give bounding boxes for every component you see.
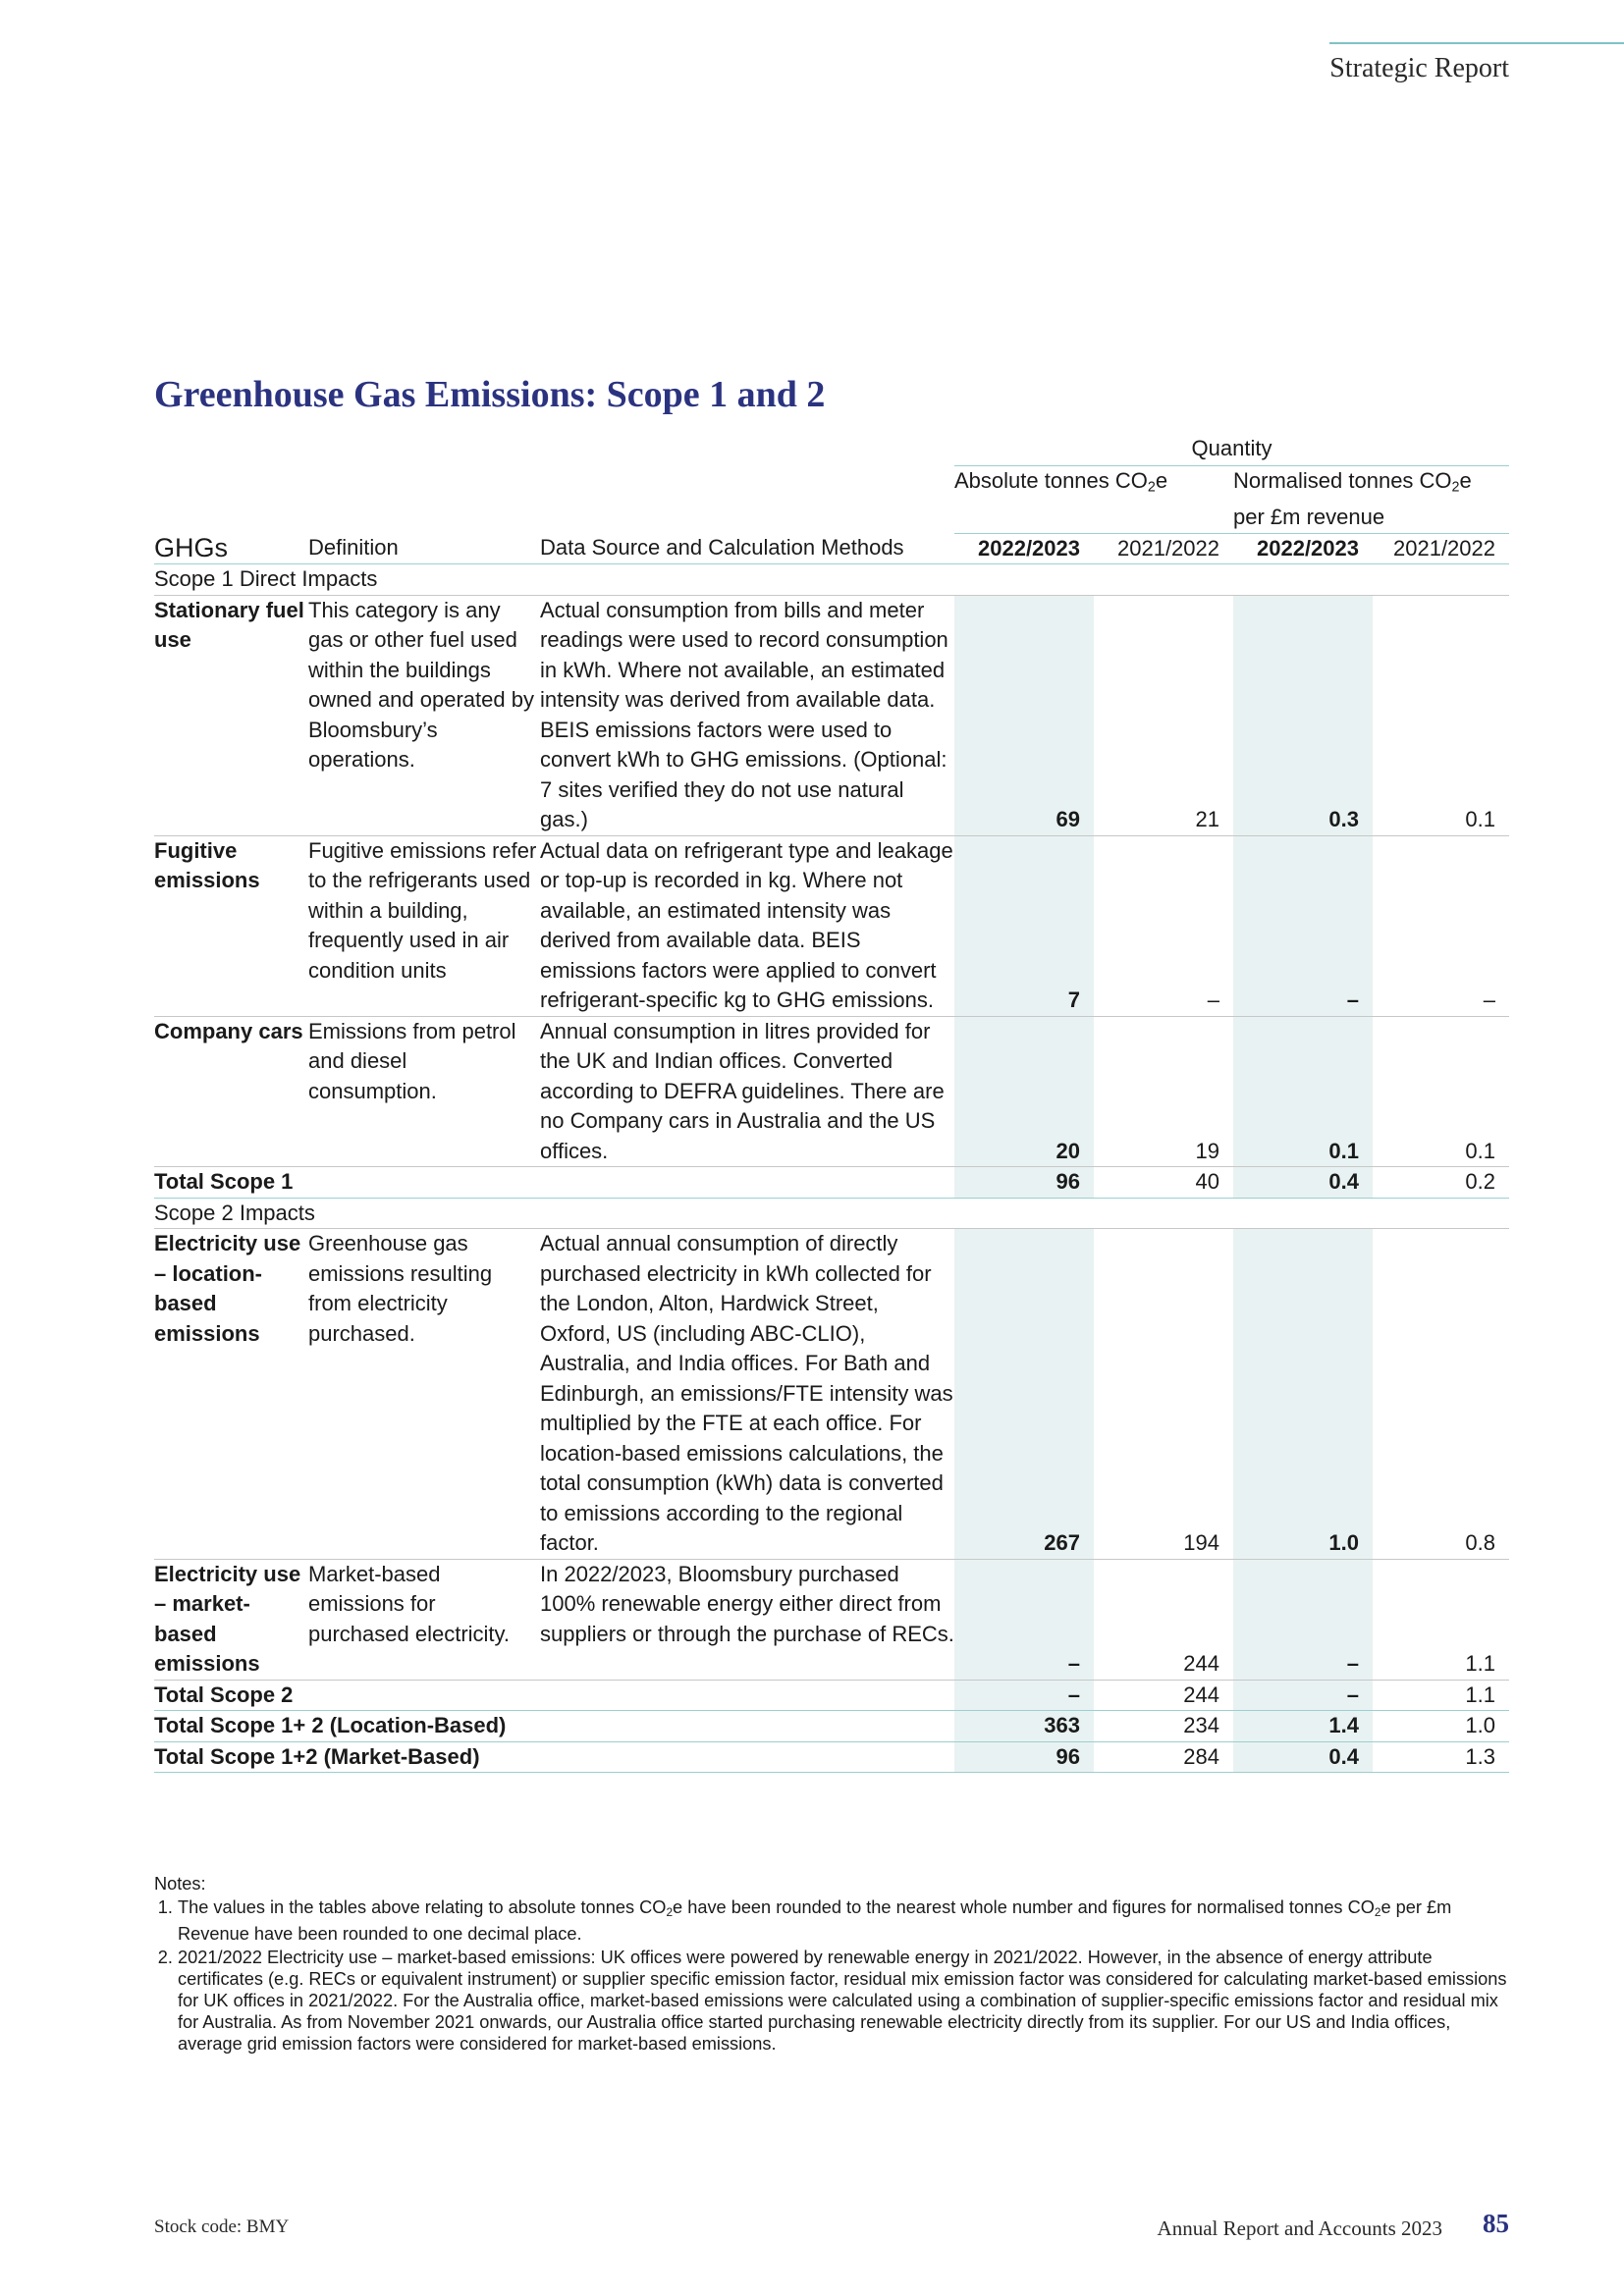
table-row: [154, 1559, 1509, 1680]
value-norm-2023: 0.4: [1233, 1167, 1373, 1199]
value-norm-2022: 0.2: [1373, 1167, 1509, 1199]
value-norm-2023: 0.4: [1233, 1741, 1373, 1773]
value-norm-2022: 1.1: [1373, 1559, 1509, 1680]
quantity-header-row: [154, 432, 1509, 466]
table-row: [154, 1229, 1509, 1560]
scope2-heading-row: [154, 1198, 1509, 1229]
value-norm-2022: –: [1373, 835, 1509, 1016]
value-abs-2023: 267: [954, 1229, 1094, 1560]
notes-list: [154, 1896, 1509, 2055]
table-row: [154, 1016, 1509, 1167]
publication-title: Annual Report and Accounts 2023: [1157, 2216, 1442, 2240]
ghg-label: Electricity use – market-based emissions: [154, 1559, 308, 1680]
col-header-abs-2023: 2022/2023: [954, 533, 1094, 564]
total-location-label: Total Scope 1+ 2 (Location-Based): [154, 1711, 954, 1742]
scope1-heading-row: [154, 564, 1509, 596]
value-abs-2023: 363: [954, 1711, 1094, 1742]
value-abs-2023: 69: [954, 595, 1094, 835]
definition-cell: Market-based emissions for purchased electricity.: [308, 1559, 540, 1680]
value-abs-2022: 19: [1094, 1016, 1233, 1167]
value-abs-2022: 40: [1094, 1167, 1233, 1199]
total-scope1-label: Total Scope 1: [154, 1167, 954, 1199]
table-row: [154, 595, 1509, 835]
value-norm-2023: 1.4: [1233, 1711, 1373, 1742]
value-norm-2022: 0.8: [1373, 1229, 1509, 1560]
ghg-label: Stationary fuel use: [154, 595, 308, 835]
value-norm-2022: 0.1: [1373, 1016, 1509, 1167]
col-header-definition: Definition: [308, 533, 540, 564]
value-norm-2023: –: [1233, 1680, 1373, 1711]
ghg-label: Fugitive emissions: [154, 835, 308, 1016]
definition-cell: Fugitive emissions refer to the refrigerants used within a building, frequently used in air condition units: [308, 835, 540, 1016]
value-norm-2023: 0.3: [1233, 595, 1373, 835]
value-abs-2022: 194: [1094, 1229, 1233, 1560]
col-header-norm-2023: 2022/2023: [1233, 533, 1373, 564]
value-norm-2022: 1.0: [1373, 1711, 1509, 1742]
header-rule: [1329, 42, 1624, 44]
value-abs-2023: 96: [954, 1741, 1094, 1773]
table-row: [154, 835, 1509, 1016]
note-2: 2. 2021/2022 Electricity use – market-based emissions: UK offices were powered by renewable energy in 2021/2022. However, in the absence of energy attribute certificates (e.g. RECs or equivalent instrument) or supplier specific emission factor, residual mix emission factor was considered for calculating market-based emissions for UK offices in 2021/2022. For the Australia office, market-based emissions were calculated using a combination of supplier-specific emissions factor and residual mix for Australia. As from November 2021 onwards, our Australia office started purchasing renewable electricity directly from its supplier. For our US and India offices, average grid emission factors were considered for market-based emissions.: [178, 1947, 1509, 2055]
ghg-label: Electricity use – location-based emissions: [154, 1229, 308, 1560]
notes-label: Notes:: [154, 1874, 206, 1894]
definition-cell: This category is any gas or other fuel used within the buildings owned and operated by Bloomsbury’s operations.: [308, 595, 540, 835]
value-norm-2022: 1.3: [1373, 1741, 1509, 1773]
value-norm-2023: 0.1: [1233, 1016, 1373, 1167]
total-row: [154, 1741, 1509, 1773]
value-abs-2023: –: [954, 1559, 1094, 1680]
value-abs-2023: –: [954, 1680, 1094, 1711]
total-row: [154, 1167, 1509, 1199]
column-header-row: [154, 533, 1509, 564]
value-abs-2022: 284: [1094, 1741, 1233, 1773]
total-row: [154, 1711, 1509, 1742]
value-abs-2022: 21: [1094, 595, 1233, 835]
value-abs-2022: –: [1094, 835, 1233, 1016]
stock-code: Stock code: BMY: [154, 2216, 290, 2237]
scope1-heading: Scope 1 Direct Impacts: [154, 564, 1509, 596]
col-header-abs-2022: 2021/2022: [1094, 533, 1233, 564]
col-header-data-source: Data Source and Calculation Methods: [540, 533, 954, 564]
method-cell: Actual consumption from bills and meter readings were used to record consumption in kWh. Where not available, an estimated intensity was derived from available data. BEIS emissions factors were used to convert kWh to GHG emissions. (Optional: 7 sites verified they do not use natural gas.): [540, 595, 954, 835]
col-header-ghgs: GHGs: [154, 533, 308, 564]
scope2-heading: Scope 2 Impacts: [154, 1198, 1509, 1229]
page-title: Greenhouse Gas Emissions: Scope 1 and 2: [154, 374, 826, 415]
value-abs-2022: 244: [1094, 1559, 1233, 1680]
unit-header-row: [154, 466, 1509, 534]
method-cell: Actual annual consumption of directly purchased electricity in kWh collected for the London, Alton, Hardwick Street, Oxford, US (including ABC-CLIO), Australia, and India offices. For Bath and Edinburgh, an emissions/FTE intensity was multiplied by the FTE at each office. For location-based emissions calculations, the total consumption (kWh) data is converted to emissions according to the regional factor.: [540, 1229, 954, 1560]
value-norm-2023: –: [1233, 835, 1373, 1016]
absolute-unit-header: Absolute tonnes $CO_2e$: [954, 466, 1233, 534]
ghg-emissions-table: [154, 432, 1509, 1773]
total-market-label: Total Scope 1+2 (Market-Based): [154, 1741, 954, 1773]
value-abs-2023: 20: [954, 1016, 1094, 1167]
total-scope2-label: Total Scope 2: [154, 1680, 954, 1711]
note-1: 1. The values in the tables above relating to absolute tonnes $CO_2e$ have been rounded to the nearest whole number and figures for normalised tonnes $CO_2e$ per £m Revenue have been rounded to one decimal place.: [178, 1896, 1509, 1945]
value-norm-2022: 1.1: [1373, 1680, 1509, 1711]
quantity-header: Quantity: [954, 432, 1509, 466]
method-cell: In 2022/2023, Bloomsbury purchased 100% renewable energy either direct from suppliers or through the purchase of RECs.: [540, 1559, 954, 1680]
value-abs-2022: 244: [1094, 1680, 1233, 1711]
page-number: 85: [1483, 2209, 1509, 2238]
definition-cell: Emissions from petrol and diesel consumption.: [308, 1016, 540, 1167]
notes-section: [154, 1873, 1509, 2056]
value-norm-2023: 1.0: [1233, 1229, 1373, 1560]
value-norm-2022: 0.1: [1373, 595, 1509, 835]
total-row: [154, 1680, 1509, 1711]
value-norm-2023: –: [1233, 1559, 1373, 1680]
ghg-label: Company cars: [154, 1016, 308, 1167]
method-cell: Annual consumption in litres provided for the UK and Indian offices. Converted according to DEFRA guidelines. There are no Company cars in Australia and the US offices.: [540, 1016, 954, 1167]
value-abs-2023: 96: [954, 1167, 1094, 1199]
value-abs-2023: 7: [954, 835, 1094, 1016]
col-header-norm-2022: 2021/2022: [1373, 533, 1509, 564]
definition-cell: Greenhouse gas emissions resulting from electricity purchased.: [308, 1229, 540, 1560]
method-cell: Actual data on refrigerant type and leakage or top-up is recorded in kg. Where not available, an estimated intensity was derived from available data. BEIS emissions factors were applied to convert refrigerant-specific kg to GHG emissions.: [540, 835, 954, 1016]
normalised-unit-header: Normalised tonnes $CO_2e$ per £m revenue: [1233, 466, 1509, 534]
value-abs-2022: 234: [1094, 1711, 1233, 1742]
section-label: Strategic Report: [1329, 53, 1509, 83]
